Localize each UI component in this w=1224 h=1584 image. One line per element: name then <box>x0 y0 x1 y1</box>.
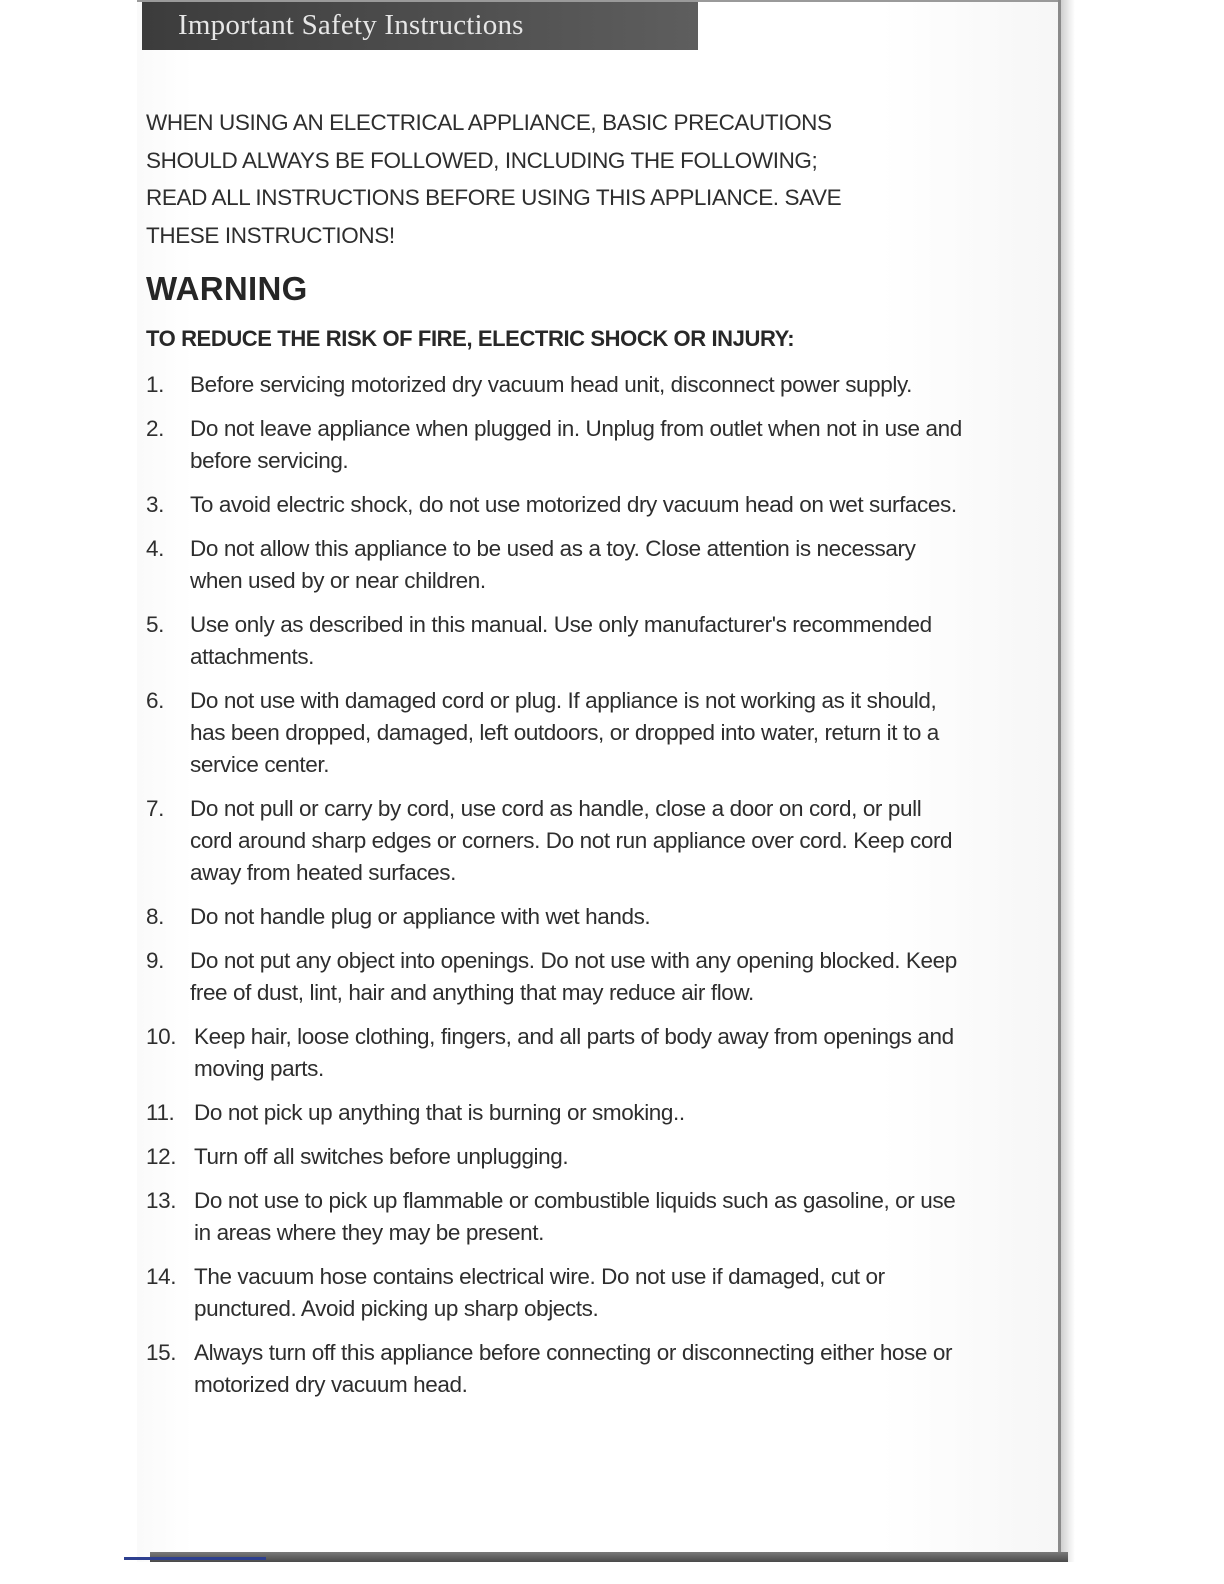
item-text: Use only as described in this manual. Use only manufacturer's recommended attachments. <box>190 612 932 669</box>
list-item <box>146 369 966 401</box>
item-number: 10. <box>146 1024 177 1049</box>
warning-heading: WARNING <box>146 270 308 307</box>
intro-paragraph <box>146 104 846 254</box>
item-number: 9. <box>146 948 164 973</box>
list-item <box>146 413 966 477</box>
item-text: Do not leave appliance when plugged in. Unplug from outlet when not in use and before servicing. <box>190 416 962 473</box>
item-number: 1. <box>146 372 164 397</box>
item-number: 6. <box>146 688 164 713</box>
item-text: Keep hair, loose clothing, fingers, and all parts of body away from openings and moving parts. <box>194 1024 954 1081</box>
page-right-shadow <box>1061 0 1075 1562</box>
list-item <box>146 489 966 521</box>
item-text: Do not use with damaged cord or plug. If appliance is not working as it should, has been dropped, damaged, left outdoors, or dropped into water, return it to a service center. <box>190 688 939 777</box>
item-text: Before servicing motorized dry vacuum head unit, disconnect power supply. <box>190 372 913 397</box>
item-number: 13. <box>146 1188 177 1213</box>
item-number: 15. <box>146 1340 177 1365</box>
list-item <box>146 1097 966 1129</box>
item-text: Do not put any object into openings. Do not use with any opening blocked. Keep free of dust, lint, hair and anything that may reduce air flow. <box>190 948 957 1005</box>
item-text: Do not pull or carry by cord, use cord as handle, close a door on cord, or pull cord around sharp edges or corners. Do not run appliance over cord. Keep cord away from heated surfaces. <box>190 796 953 885</box>
item-number: 2. <box>146 416 164 441</box>
intro-line: SHOULD ALWAYS BE FOLLOWED, INCLUDING THE FOLLOWING; <box>146 147 818 173</box>
item-text: To avoid electric shock, do not use motorized dry vacuum head on wet surfaces. <box>190 492 957 517</box>
page-title: Important Safety Instructions <box>178 9 524 41</box>
item-text: The vacuum hose contains electrical wire. Do not use if damaged, cut or punctured. Avoid picking up sharp objects. <box>194 1264 885 1321</box>
item-number: 7. <box>146 796 164 821</box>
list-item <box>146 945 966 1009</box>
list-item <box>146 1141 966 1173</box>
item-text: Do not allow this appliance to be used as a toy. Close attention is necessary when used by or near children. <box>190 536 916 593</box>
page-bottom-edge <box>150 1552 1068 1562</box>
item-number: 5. <box>146 612 164 637</box>
item-number: 14. <box>146 1264 177 1289</box>
scan-blue-mark <box>124 1557 266 1560</box>
list-item <box>146 1185 966 1249</box>
item-text: Turn off all switches before unplugging. <box>194 1144 569 1169</box>
list-item <box>146 1261 966 1325</box>
item-number: 12. <box>146 1144 177 1169</box>
item-number: 4. <box>146 536 164 561</box>
item-number: 3. <box>146 492 164 517</box>
item-text: Do not handle plug or appliance with wet hands. <box>190 904 651 929</box>
warning-subheading: TO REDUCE THE RISK OF FIRE, ELECTRIC SHOCK OR INJURY: <box>146 326 795 351</box>
intro-line: READ ALL INSTRUCTIONS BEFORE USING THIS APPLIANCE. SAVE <box>146 185 842 210</box>
list-item <box>146 793 966 889</box>
list-item <box>146 901 966 933</box>
list-item <box>146 609 966 673</box>
item-number: 8. <box>146 904 164 929</box>
item-text: Do not pick up anything that is burning or smoking.. <box>194 1100 685 1125</box>
safety-instructions-list <box>146 369 966 1413</box>
intro-line: THESE INSTRUCTIONS! <box>146 222 395 248</box>
item-text: Do not use to pick up flammable or combustible liquids such as gasoline, or use in areas where they may be present. <box>194 1188 956 1245</box>
list-item <box>146 1021 966 1085</box>
list-item <box>146 685 966 781</box>
list-item <box>146 533 966 597</box>
item-number: 11. <box>146 1100 175 1125</box>
intro-line: WHEN USING AN ELECTRICAL APPLIANCE, BASIC PRECAUTIONS <box>146 110 832 135</box>
list-item <box>146 1337 966 1401</box>
item-text: Always turn off this appliance before connecting or disconnecting either hose or motorized dry vacuum head. <box>194 1340 953 1397</box>
